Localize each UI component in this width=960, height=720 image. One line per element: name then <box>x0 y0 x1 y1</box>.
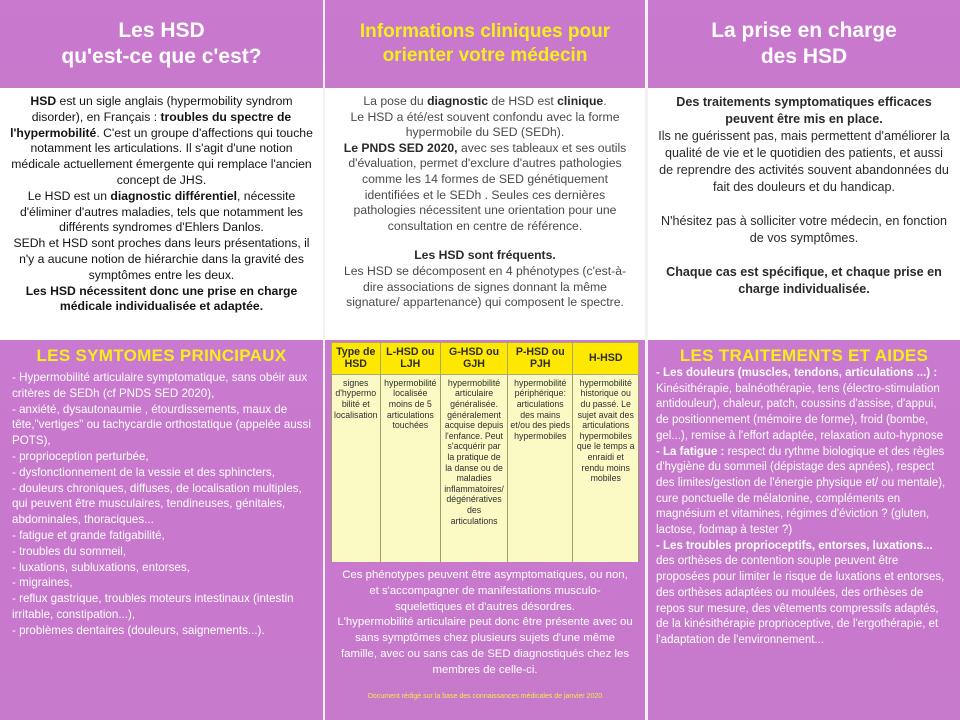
clinical-text <box>335 94 635 311</box>
title-line-1: Les HSD <box>118 19 205 42</box>
care-paragraph-3: Chaque cas est spécifique, et chaque prise en charge individualisée. <box>666 265 942 296</box>
symptom-item: - Hypermobilité articulaire symptomatique, sans obéir aux critères de SEDh (cf PNDS SED 2020), <box>12 371 308 400</box>
care-paragraph-1: Ils ne guérissent pas, mais permettent d'améliorer la qualité de vie et le quotidien des patients, et aussi de reprendre des activités souvent abandonnées du fait des douleurs et du handicap. <box>658 129 950 194</box>
treatment-item: - Les douleurs (muscles, tendons, articulations ...) : Kinésithérapie, balnéothérapie, tens (électro-stimulation antidouleur), chaleur, patch, coussins d'assise, d'appui, de positionnement (mémoire de forme), froid (bombe, gel...), remise à l'effort adaptée, relaxation auto-hypnose <box>656 367 944 442</box>
intro-text <box>10 94 313 315</box>
symptom-item: - migraines, <box>12 576 73 590</box>
table-header-row <box>332 343 639 375</box>
clinical-panel <box>325 88 645 340</box>
table-cell: hypermobilité périphérique: articulations des mains et/ou des pieds hypermobiles <box>508 374 573 562</box>
symptom-item: - problèmes dentaires (douleurs, saignements...). <box>12 623 265 637</box>
table-header-cell: P-HSD ou PJH <box>508 343 573 375</box>
column-care <box>648 0 960 720</box>
care-paragraph-2: N'hésitez pas à solliciter votre médecin, en fonction de vos symptômes. <box>661 214 947 245</box>
title-line-2: orienter votre médecin <box>382 45 588 66</box>
intro-paragraph-3: SEDh et HSD sont proches dans leurs présentations, il n'y a aucune notion de hiérarchie dans la gravité des symptômes entre les deux. <box>13 236 310 282</box>
intro-paragraph-2: Le HSD est un diagnostic différentiel, nécessite d'éliminer d'autres maladies, tels que notamment les différents syndromes d'Ehlers Danlos. <box>19 188 304 235</box>
title-line-2: qu'est-ce que c'est? <box>61 45 262 68</box>
phenotypes-table <box>331 342 639 562</box>
treatment-item: - La fatigue : respect du rythme biologique et des règles d'hygiène du sommeil (dépistage des apnées), respect des limites/gestion de l'énergie physique et/ ou mentale), cure ponctuelle de mélatonine, compléments en magnésium et vitamines, régimes d'éviction ? (gluten, lactose, fodmap à tester ?) <box>656 445 946 537</box>
title-line-1: La prise en charge <box>711 19 897 42</box>
column-title <box>648 0 960 70</box>
footer-note: Document rédigé sur la base des connaissances médicales de janvier 2020 <box>367 693 603 700</box>
symptom-item: - fatigue et grande fatigabilité, <box>12 528 165 542</box>
symptoms-heading: LES SYMTOMES PRINCIPAUX <box>36 346 287 365</box>
intro-paragraph-1: HSD est un sigle anglais (hypermobility syndrom disorder), en Français : troubles du spectre de l'hypermobilité. C'est un groupe d'affections qui touche notamment les articulations. Il s'agit d'une notion médicale actuellement émergente qui remplace l'ancien concept de JHS. <box>10 94 313 187</box>
table-header-cell: G-HSD ou GJH <box>441 343 508 375</box>
table-cell: hypermobilité articulaire généralisée. généralement acquise depuis l'enfance. Peut s'acquérir par la pratique de la danse ou de maladies inflammatoires/ dégénératives des articulations <box>441 374 508 562</box>
table-row <box>332 374 639 562</box>
care-heading: Des traitements symptomatiques efficaces peuvent être mis en place. <box>676 95 932 126</box>
title-band <box>325 0 645 88</box>
column-clinical-info <box>325 0 645 720</box>
treatments-list <box>656 366 952 649</box>
table-header-cell: Type de HSD <box>332 343 381 375</box>
title-band <box>0 0 323 88</box>
treatments-heading: LES TRAITEMENTS ET AIDES <box>679 346 929 365</box>
column-title <box>0 0 323 70</box>
column-what-is-hsd <box>0 0 323 720</box>
care-text <box>658 94 950 298</box>
clinical-paragraph-4: Les HSD se décomposent en 4 phénotypes (c'est-à-dire associations de signes donnant la même signature/ appartenance) qui composent le spectre. <box>343 263 627 310</box>
phenotypes-panel <box>325 340 645 720</box>
symptoms-panel <box>0 340 323 720</box>
phenotypes-notes <box>337 568 633 679</box>
note-paragraph-2: L'hypermobilité articulaire peut donc être présente avec ou sans symptômes chez plusieurs sujets d'une même famille, avec ou sans cas de SED diagnostiqués chez les membres de celle-ci. <box>337 616 633 676</box>
clinical-paragraph-3: Le PNDS SED 2020, avec ses tableaux et ses outils d'évaluation, permet d'exclure d'autres pathologies comme les 14 formes de SED génétiquement identifiées et le SEDh . Seules ces dernières pathologies nécessitent une orientation pour une consultation en centre de référence. <box>343 140 627 233</box>
symptom-item: - anxiété, dysautonaumie , étourdissements, maux de tête,"vertiges" ou tachycardie orthostatique (appelée aussi POTS), <box>12 402 311 448</box>
symptom-item: - dysfonctionnement de la vessie et des sphincters, <box>12 465 275 479</box>
clinical-paragraph-1: La pose du diagnostic de HSD est clinique. <box>363 94 607 108</box>
table-cell: signes d'hypermo bilité et localisation <box>332 374 381 562</box>
table-cell: hypermobilité historique ou du passé. Le sujet avait des articulations hypermobiles que le temps a enraidi et rendu moins mobiles <box>573 374 639 562</box>
symptom-item: - reflux gastrique, troubles moteurs intestinaux (intestin irritable, constipation...), <box>12 592 294 621</box>
column-title <box>325 0 645 68</box>
treatment-item: - Les troubles proprioceptifs, entorses, luxations... des orthèses de contention souple peuvent être proposées pour limiter le risque de luxations et entorses, des orthèses adaptées ou moulées, des orthèses de repos sur mesure, des vêtements compressifs adaptés, de la kinésithérapie proprioceptive, de l'ergothérapie, et l'adaptation de l'environnement... <box>656 539 945 646</box>
symptom-item: - luxations, subluxations, entorses, <box>12 560 190 574</box>
clinical-paragraph-2: Le HSD a été/est souvent confondu avec la forme hypermobile du SED (SEDh). <box>350 109 620 140</box>
symptom-item: - proprioception perturbée, <box>12 449 149 463</box>
title-line-2: des HSD <box>760 45 848 68</box>
clinical-subheading: Les HSD sont fréquents. <box>414 248 556 263</box>
table-cell: hypermobilité localisée moins de 5 articulations touchées <box>380 374 441 562</box>
table-header-cell: L-HSD ou LJH <box>380 343 441 375</box>
title-band <box>648 0 960 88</box>
note-paragraph-1: Ces phénotypes peuvent être asymptomatiques, ou non, et s'accompagner de manifestations musculo-squelettiques et d'autres désordres. <box>342 569 628 613</box>
care-panel <box>648 88 960 340</box>
symptom-item: - troubles du sommeil, <box>12 544 127 558</box>
intro-paragraph-4: Les HSD nécessitent donc une prise en charge médicale individualisée et adaptée. <box>25 283 298 314</box>
title-line-1: Informations cliniques pour <box>359 21 611 42</box>
treatments-panel <box>648 340 960 720</box>
intro-panel <box>0 88 323 340</box>
symptoms-list <box>12 370 315 639</box>
symptom-item: - douleurs chroniques, diffuses, de localisation multiples, qui peuvent être musculaires, tendineuses, génitales, abdominales, thoraciques... <box>12 481 302 527</box>
table-header-cell: H-HSD <box>573 343 639 375</box>
